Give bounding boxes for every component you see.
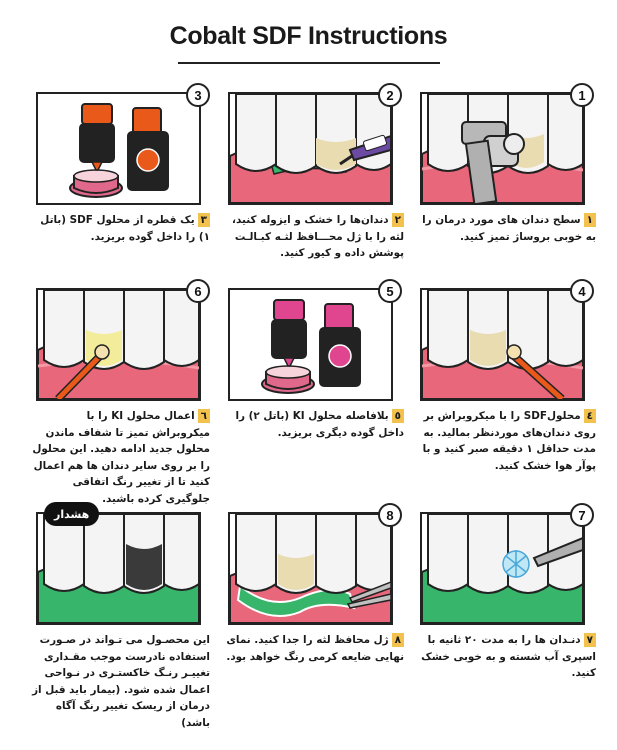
step-8-panel bbox=[228, 507, 394, 625]
step-6-illustration bbox=[38, 290, 199, 399]
step-3-number-badge: 3 bbox=[186, 83, 210, 107]
step-6-number-badge: 6 bbox=[186, 279, 210, 303]
step-4-illustration bbox=[422, 290, 583, 399]
step-8-text-block bbox=[224, 632, 404, 665]
step-3-illustration bbox=[38, 94, 199, 203]
step-6-number-highlight: ٦ bbox=[198, 409, 210, 423]
title-underline bbox=[178, 62, 440, 64]
step-1-text: سطح دندان های مورد درمان را به خوبی بروساژ تمیز کنید. bbox=[422, 214, 596, 243]
step-3-number-highlight: ٣ bbox=[198, 213, 210, 227]
step-1-number-highlight: ١ bbox=[584, 213, 596, 227]
step-7-panel bbox=[420, 507, 586, 625]
step-7-text: دنـدان ها را به مدت ۲۰ ثانیه با اسپری آب شسته و به خوبی خشک کنید. bbox=[421, 634, 596, 679]
step-5-text-block bbox=[224, 408, 404, 441]
warning-text: این محصـول می تـواند در صـورت استفاده نادرست موجب مقـداری تغییـر رنـگ خاکستـری در نـواحی اعمال شده شود. (بیمار باید قبل از درمان از ریسک تغییر رنگ آگاه باشد) bbox=[32, 634, 210, 729]
step-4-panel bbox=[420, 283, 586, 401]
step-1-text-block bbox=[416, 212, 596, 245]
step-2-number-highlight: ٢ bbox=[392, 213, 404, 227]
step-2-text: دندان‌ها را خشک و ایزوله کنید، لثه را با ژل محـــافظ لثـه کبـالـت پوشش داده و کیور کنید. bbox=[232, 214, 404, 259]
step-5-illustration bbox=[230, 290, 391, 399]
warning-illustration bbox=[38, 514, 199, 623]
step-6-text: اعمال محلول KI را با میکروبراش تمیز تا شفاف ماندن محلول جدید ادامه دهید. این محلول را بر روی سایر دندان ها هم اعمال کنید تا از تغییر رنگ اتفاقی جلوگیری کرده باشید. bbox=[32, 410, 210, 505]
step-8-number-badge: 8 bbox=[378, 503, 402, 527]
step-5-text: بلافاصله محلول KI (باتل ۲) را داخل گوده دیگری بریزید. bbox=[235, 410, 404, 439]
step-2-panel bbox=[228, 87, 394, 205]
warning-badge: هشدار bbox=[44, 502, 99, 526]
page-title: Cobalt SDF Instructions bbox=[169, 22, 448, 50]
step-8-illustration bbox=[230, 514, 391, 623]
step-2-number-badge: 2 bbox=[378, 83, 402, 107]
step-3-text-block bbox=[30, 212, 210, 245]
step-4-text-block bbox=[416, 408, 596, 474]
step-8-text: ژل محافظ لثه را جدا کنید. نمای نهایی ضایعه کرمی رنگ خواهد بود. bbox=[226, 634, 404, 663]
step-4-number-highlight: ٤ bbox=[584, 409, 596, 423]
step-6-panel bbox=[36, 283, 202, 401]
step-7-illustration bbox=[422, 514, 583, 623]
step-5-panel bbox=[228, 283, 394, 401]
step-4-text: محلولSDF را با میکروبراش بر روی دندان‌های موردنظر بمالید. به مدت حداقل ۱ دقیقه صبر کنید و با پوآر هوا خشک کنید. bbox=[422, 410, 596, 472]
step-2-text-block bbox=[224, 212, 404, 262]
warning-panel bbox=[36, 507, 201, 625]
step-1-number-badge: 1 bbox=[570, 83, 594, 107]
step-1-panel bbox=[420, 87, 586, 205]
step-4-number-badge: 4 bbox=[570, 279, 594, 303]
step-7-number-badge: 7 bbox=[570, 503, 594, 527]
step-2-illustration bbox=[230, 94, 391, 203]
step-5-number-badge: 5 bbox=[378, 279, 402, 303]
step-7-text-block bbox=[416, 632, 596, 682]
step-5-number-highlight: ٥ bbox=[392, 409, 404, 423]
step-1-illustration bbox=[422, 94, 583, 203]
step-8-number-highlight: ٨ bbox=[392, 633, 404, 647]
step-7-number-highlight: ٧ bbox=[584, 633, 596, 647]
step-3-panel bbox=[36, 87, 202, 205]
step-3-text: یک قطره از محلول SDF (باتل ۱) را داخل گوده بریزید. bbox=[40, 214, 210, 243]
step-6-text-block bbox=[30, 408, 210, 507]
